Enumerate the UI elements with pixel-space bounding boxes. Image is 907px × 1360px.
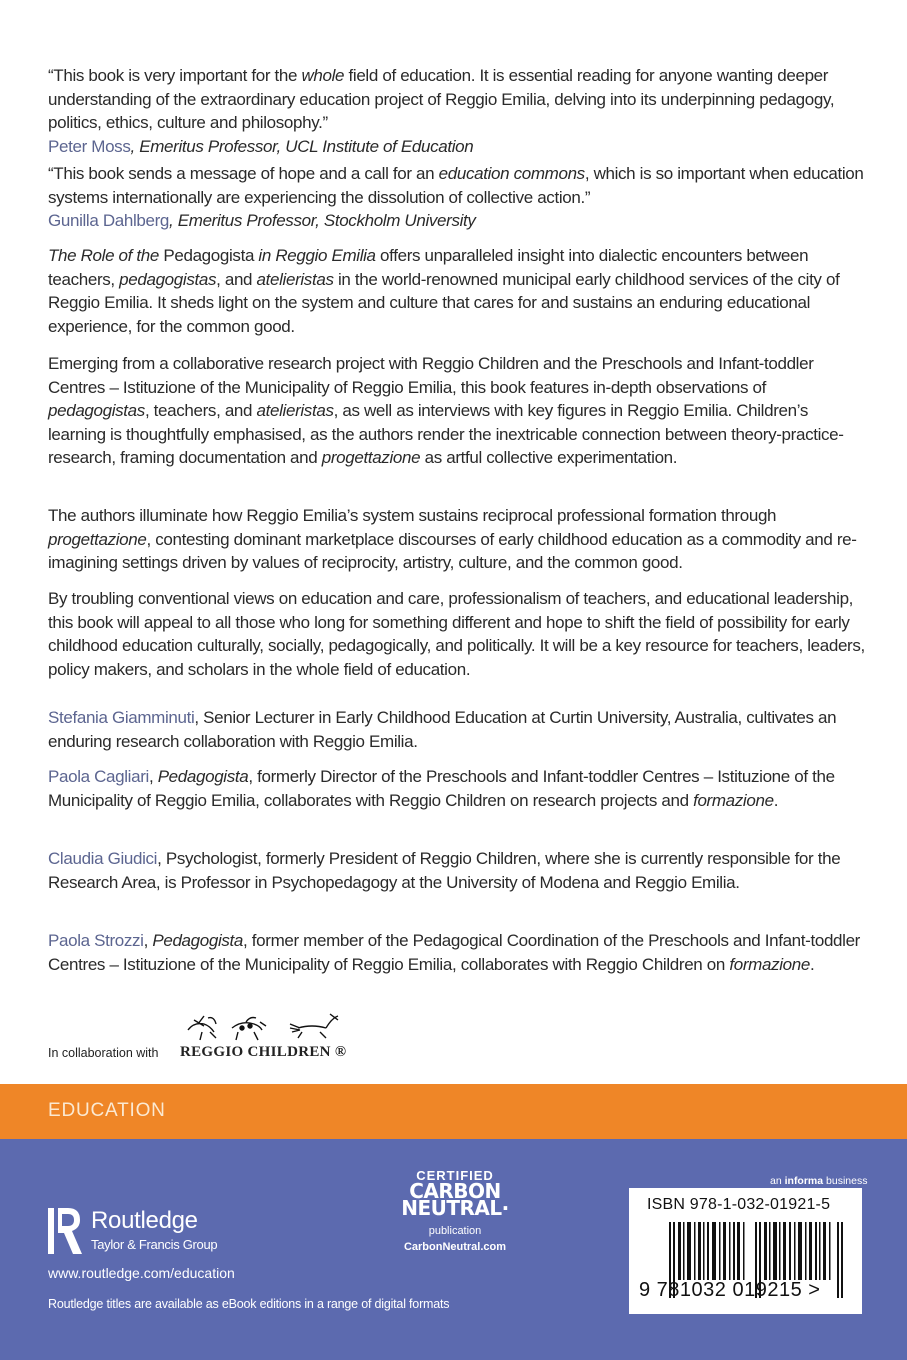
emphasis: atelieristas (256, 401, 334, 420)
text: , (143, 931, 153, 950)
reggio-children-logo (180, 1010, 360, 1066)
text: an (770, 1175, 785, 1187)
text: , teachers, and (144, 401, 257, 420)
publisher-name: Routledge (91, 1207, 198, 1234)
text: , and (216, 269, 257, 289)
blurb-quote (48, 64, 868, 135)
collaboration-label: In collaboration with (48, 1046, 159, 1060)
isbn-number: ISBN 978-1-032-01921-5 (647, 1196, 831, 1213)
quote-text: , which is so important when education systems internationally are experiencing the dissolution of collective action.” (48, 164, 864, 207)
emphasis: progettazione (48, 529, 147, 549)
publisher-footer (0, 1139, 907, 1360)
author-bio-4 (48, 929, 868, 976)
quote-emphasis: education commons (438, 164, 585, 183)
emphasis: formazione (729, 954, 810, 974)
carbon-neutral-badge (395, 1168, 515, 1253)
author-bio-text: , Psychologist, formerly President of Reggio Children, where she is currently responsible for the Research Area, is Professor in Psychopedagogy at the University of Modena and Reggio Emilia. (48, 849, 841, 892)
text: , as well as interviews with key figures in Reggio Emilia. Children’s learning is thoughtfully emphasised, as the authors render the inextricable connection between theory-practice-research, framing documentation and (48, 401, 844, 467)
publisher-group: Taylor & Francis Group (91, 1237, 218, 1252)
book-title: Pedagogista (159, 246, 259, 265)
emphasis: formazione (693, 790, 774, 810)
emphasis: atelieristas (256, 269, 334, 289)
carbon-publication-label: publication (428, 1225, 482, 1237)
text: offers unparalleled insight into dialectic encounters between teachers, (48, 246, 809, 289)
quote-text: “This book sends a message of hope and a call for an (48, 164, 439, 183)
quote-text: field of education. It is essential reading for anyone wanting deeper understanding of the extraordinary education project of Reggio Emilia, delving into its underpinning pedagogy, politics, ethics, culture and philosophy.” (48, 66, 835, 132)
carbon-certified-label: CERTIFIED (416, 1168, 494, 1183)
author-name: Paola Strozzi (48, 931, 144, 950)
author-bio-2 (48, 765, 868, 812)
blurb-attribution (48, 135, 868, 159)
ebook-note: Routledge titles are available as eBook editions in a range of digital formats (48, 1297, 450, 1311)
author-bio-1 (48, 706, 868, 753)
carbon-line-1: CARBON (409, 1179, 501, 1203)
publisher-url[interactable]: www.routledge.com/education (48, 1265, 235, 1281)
author-name: Paola Cagliari (48, 767, 149, 786)
quote-emphasis: whole (301, 66, 345, 85)
blurb-1 (48, 64, 868, 158)
blurb-quote (48, 162, 868, 209)
subject-band (0, 1084, 907, 1139)
reggio-children-wordmark: REGGIO CHILDREN ® (180, 1044, 347, 1060)
blurb-affiliation: , Emeritus Professor, Stockholm University (169, 211, 476, 230)
carbon-line-2: NEUTRAL· (401, 1196, 509, 1220)
carbon-url: CarbonNeutral.com (403, 1241, 507, 1253)
text: in the world-renowned municipal early childhood services of the city of Reggio Emilia. It sheds light on the system and culture that cares for and sustains an enduring educational experience, for the common good. (48, 269, 840, 336)
author-name: Stefania Giamminuti (48, 708, 195, 727)
informa-wordmark: informa (784, 1175, 824, 1187)
text: Emerging from a collaborative research project with Reggio Children and the Preschools and Infant-toddler Centres – Istituzione of the Municipality of Reggio Emilia, this book features in-depth observations of (48, 354, 814, 397)
barcode-digits: 9 781032 019215 > (639, 1279, 821, 1301)
description-paragraph-4: By troubling conventional views on education and care, professionalism of teachers, and educational leadership, this book will appeal to all those who long for something different and hope to shift the field of possibility for early childhood education culturally, socially, pedagogically, and politically. It will be a key resource for teachers, leaders, policy makers, and scholars in the whole field of education. (48, 589, 865, 679)
emphasis: pedagogistas (48, 401, 145, 420)
informa-tagline (770, 1175, 867, 1187)
author-name: Claudia Giudici (48, 849, 158, 868)
author-bio-text: , formerly Director of the Preschools and Infant-toddler Centres – Istituzione of the Municipality of Reggio Emilia, collaborates with Reggio Children on research projects and (48, 767, 835, 810)
quote-text: “This book is very important for the (48, 66, 302, 85)
text: . (809, 954, 815, 974)
author-role: Pedagogista (152, 931, 244, 950)
author-role: Pedagogista (157, 767, 249, 786)
description-paragraph-1 (48, 244, 868, 338)
book-title: The Role of the (48, 246, 159, 265)
text: The authors illuminate how Reggio Emilia’s system sustains reciprocal professional formation through (48, 506, 777, 525)
blurb-author: Gunilla Dahlberg (48, 211, 170, 230)
routledge-logo-icon (48, 1206, 84, 1256)
blurb-attribution (48, 209, 868, 233)
text: , contesting dominant marketplace discourses of early childhood education as a commodity and re-imagining settings driven by values of reciprocity, artistry, culture, and the common good. (48, 529, 857, 572)
blurb-2 (48, 162, 868, 233)
text: business (823, 1175, 868, 1187)
collaboration-line (48, 1010, 368, 1066)
author-bio-3 (48, 847, 868, 894)
description-paragraph-2 (48, 352, 868, 470)
subject-label: EDUCATION (48, 1100, 166, 1121)
blurb-affiliation: , Emeritus Professor, UCL Institute of Education (130, 136, 474, 156)
author-bio-text: , former member of the Pedagogical Coordination of the Preschools and Infant-toddler Centres – Istituzione of the Municipality of Reggio Emilia, collaborates with Reggio Children on (48, 931, 860, 974)
text: as artful collective experimentation. (420, 448, 678, 467)
isbn-barcode-box (629, 1188, 862, 1314)
book-title: in Reggio Emilia (258, 246, 376, 265)
emphasis: pedagogistas (119, 269, 217, 289)
children-drawing-icon (180, 1010, 360, 1044)
author-bio-text: , Senior Lecturer in Early Childhood Education at Curtin University, Australia, cultivates an enduring research collaboration with Reggio Emilia. (48, 708, 837, 751)
text: , (148, 767, 158, 786)
description-paragraph-3 (48, 504, 868, 575)
blurb-author: Peter Moss (48, 136, 131, 156)
emphasis: progettazione (321, 448, 421, 467)
text: . (773, 790, 779, 810)
